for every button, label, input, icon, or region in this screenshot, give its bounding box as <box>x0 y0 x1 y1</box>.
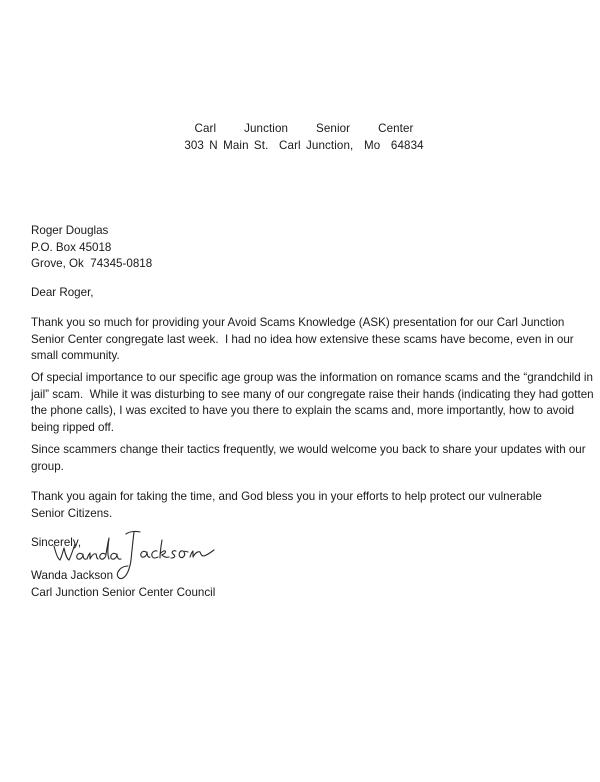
body-paragraph-3 <box>31 442 586 475</box>
signer-name: Wanda Jackson <box>31 569 114 582</box>
recipient-po-box: P.O. Box 45018 <box>31 240 112 254</box>
recipient-city-state-zip: Grove, Ok 74345-0818 <box>31 257 153 270</box>
letterhead-address: 303 N Main St. Carl Junction, Mo 64834 <box>184 139 424 152</box>
letterhead <box>0 120 600 154</box>
body-paragraph-2 <box>31 370 594 436</box>
paragraph-line: Senior Citizens. <box>31 506 113 520</box>
paragraph-line: jail” scam. While it was disturbing to see many of our congregate raise their hands (indicating they had gotten <box>31 387 594 401</box>
handwritten-signature <box>52 526 220 584</box>
valediction: Sincerely, <box>31 536 82 549</box>
paragraph-line: Thank you again for taking the time, and God bless you in your efforts to help protect our vulnerable <box>31 490 542 503</box>
signer-title: Carl Junction Senior Center Council <box>31 585 216 599</box>
letterhead-organization: Carl Junction Senior Center <box>194 122 414 135</box>
paragraph-line: being ripped off. <box>31 420 114 434</box>
body-paragraph-4 <box>31 489 571 522</box>
paragraph-line: Senior Center congregate last week. I had no idea how extensive these scams have become, even in our <box>31 332 574 346</box>
salutation: Dear Roger, <box>31 286 94 299</box>
paragraph-line: small community. <box>31 349 120 362</box>
recipient-name: Roger Douglas <box>31 224 109 237</box>
paragraph-line: group. <box>31 459 64 473</box>
paragraph-line: Since scammers change their tactics frequently, we would welcome you back to share your updates with our <box>31 443 586 456</box>
paragraph-line: Thank you so much for providing your Avoid Scams Knowledge (ASK) presentation for our Carl Junction <box>31 316 565 329</box>
paragraph-line: Of special importance to our specific age group was the information on romance scams and the “grandchild in <box>31 371 593 384</box>
recipient-address-block <box>31 223 152 273</box>
body-paragraph-1 <box>31 315 574 365</box>
paragraph-line: the phone calls), I was excited to have you there to explain the scams and, more importantly, how to avoid <box>31 404 575 417</box>
